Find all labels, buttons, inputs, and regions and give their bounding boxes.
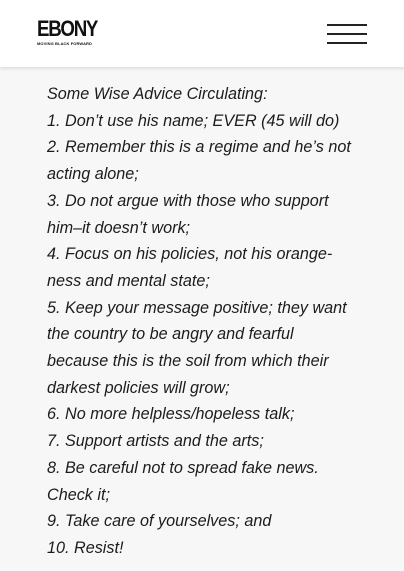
advice-line: darkest policies will grow; [47, 378, 230, 397]
advice-line: the country to be angry and fearful [47, 325, 294, 344]
advice-line: 10. Resist! [47, 538, 124, 557]
article-intro: Some Wise Advice Circulating: [47, 85, 268, 103]
advice-line: 4. Focus on his policies, not his orange- [47, 245, 333, 264]
advice-line: ness and mental state; [47, 271, 210, 290]
site-header [0, 0, 404, 67]
advice-line: 2. Remember this is a regime and he’s not [47, 138, 351, 157]
ebony-logo[interactable] [37, 18, 99, 48]
advice-line: 5. Keep your message positive; they want [47, 298, 347, 317]
advice-line: Check it; [47, 485, 110, 504]
logo-wordmark: EBONY [37, 16, 98, 41]
advice-line: 3. Do not argue with those who support [47, 191, 329, 210]
advice-line: 7. Support artists and the arts; [47, 432, 264, 451]
advice-line: 9. Take care of yourselves; and [47, 512, 272, 531]
menu-bar-bottom [327, 42, 367, 44]
advice-line: 8. Be careful not to spread fake news. [47, 458, 319, 477]
menu-bar-middle [327, 33, 367, 35]
advice-line: because this is the soil from which their [47, 352, 329, 371]
advice-line: 6. No more helpless/hopeless talk; [47, 405, 295, 424]
advice-line: him–it doesn’t work; [47, 218, 191, 237]
advice-line: acting alone; [47, 165, 139, 184]
hamburger-menu-icon[interactable] [327, 24, 367, 46]
advice-line: 1. Don’t use his name; EVER (45 will do) [47, 111, 340, 130]
menu-bar-top [327, 24, 367, 26]
article-body [47, 81, 377, 562]
logo-tagline: MOVING BLACK FORWARD [37, 41, 93, 46]
